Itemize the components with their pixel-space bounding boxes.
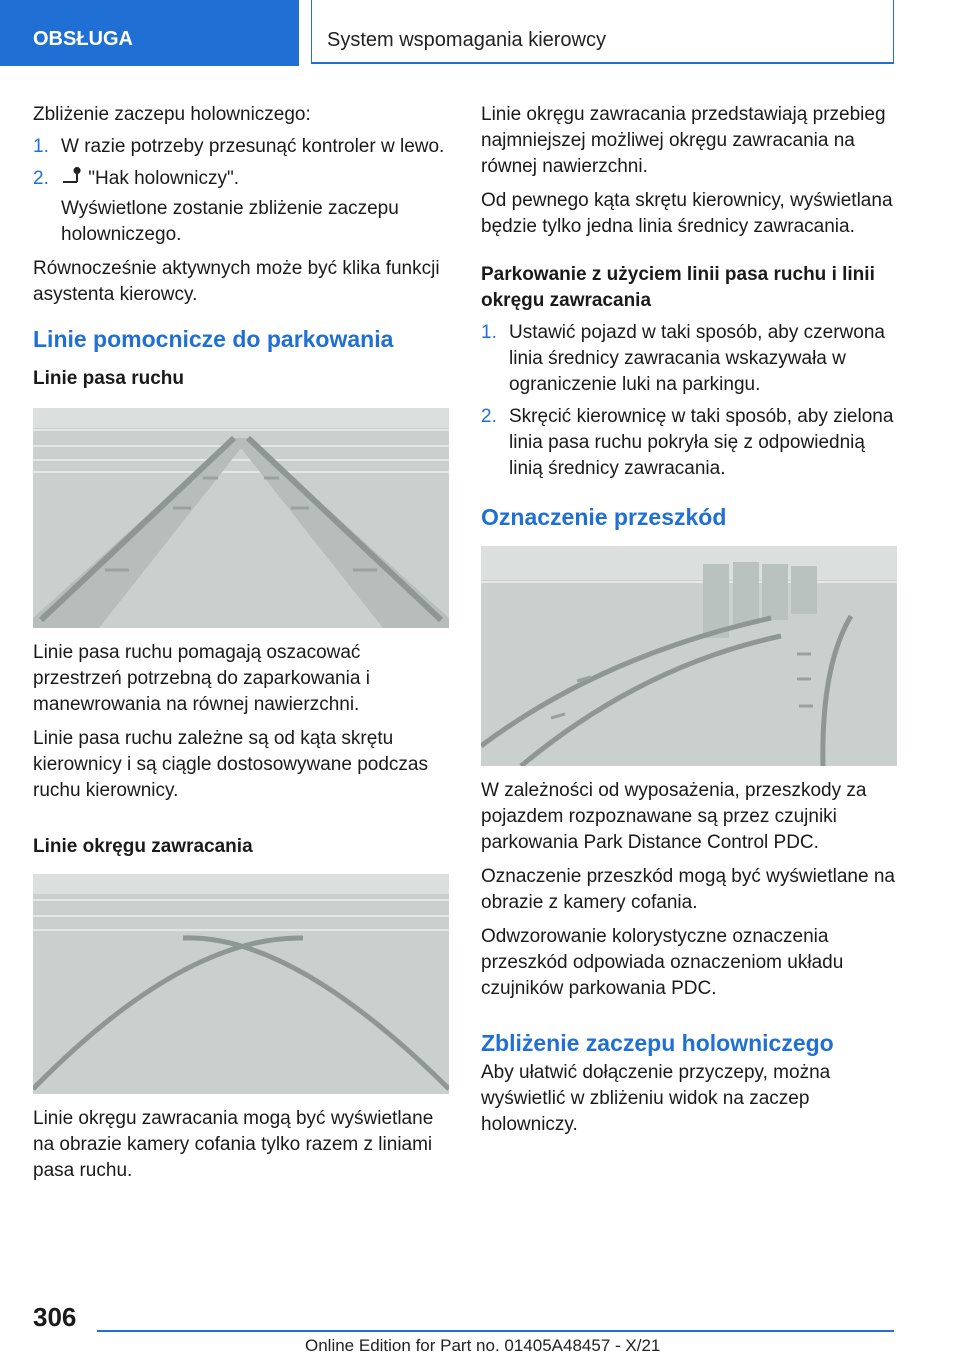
subheading-combined-parking: Parkowanie z użyciem linii pasa ruchu i linii okręgu zawracania [481, 264, 875, 311]
section-heading-parking: Linie pomocnicze do parkowania [33, 326, 394, 352]
section-label: OBSŁUGA [33, 28, 133, 50]
section-heading-hitch-zoom: Zbliżenie zaczepu holowniczego [481, 1030, 834, 1056]
obstacle-text-3: Odwzorowanie kolorystyczne oznaczenia przeszkód odpowiada oznaczeniom układu czujników parkowania PDC. [481, 926, 844, 999]
list-text: "Hak holowniczy". [88, 168, 240, 189]
turn-text-1: Linie okręgu zawracania mogą być wyświetlane na obrazie kamery cofania tylko razem z liniami pasa ruchu. [33, 1108, 434, 1181]
turn-description: Linie okręgu zawracania przedstawiają przebieg najmniejszej możliwej okręgu zawracania na równej nawierzchni. [481, 104, 886, 177]
list-number: 2. [481, 406, 497, 427]
list-continuation: Wyświetlone zostanie zbliżenie zaczepu holowniczego. [61, 198, 399, 245]
left-column [33, 102, 449, 1184]
list-text: W razie potrzeby przesunąć kontroler w lewo. [61, 136, 445, 157]
hitch-text: Aby ułatwić dołączenie przyczepy, można wyświetlić w zbliżeniu widok na zaczep holowniczy. [481, 1062, 831, 1135]
obstacle-marking-figure [481, 546, 897, 766]
list-text: Skręcić kierownicę w taki sposób, aby zielona linia pasa ruchu pokryła się z odpowiednią linią średnicy zawracania. [509, 406, 894, 479]
footer-divider [97, 1330, 894, 1332]
header-title: System wspomagania kierowcy [327, 29, 606, 51]
list-text: Ustawić pojazd w taki sposób, aby czerwona linia średnicy zawracania wskazywała w ograniczenie luki na parkingu. [509, 322, 885, 395]
subheading-turn-circle: Linie okręgu zawracania [33, 836, 253, 857]
list-item [33, 166, 449, 192]
list-number: 1. [33, 136, 49, 157]
turn-note: Od pewnego kąta skrętu kierownicy, wyświetlana będzie tylko jedna linia średnicy zawracania. [481, 190, 893, 237]
obstacle-text-1: W zależności od wyposażenia, przeszkody za pojazdem rozpoznawane są przez czujniki parkowania Park Distance Control PDC. [481, 780, 867, 853]
lane-text-1: Linie pasa ruchu pomagają oszacować przestrzeń potrzebną do zaparkowania i manewrowania na równej nawierzchni. [33, 642, 370, 715]
section-heading-obstacles: Oznaczenie przeszkód [481, 504, 727, 530]
right-column [481, 102, 897, 1138]
tow-hitch-icon [61, 167, 83, 187]
section-tab [0, 0, 299, 66]
list-item [33, 134, 449, 160]
page-number: 306 [33, 1302, 77, 1332]
list-item [481, 320, 897, 398]
lane-lines-figure [33, 408, 449, 628]
obstacle-text-2: Oznaczenie przeszkód mogą być wyświetlane na obrazie z kamery cofania. [481, 866, 895, 913]
list-number: 1. [481, 322, 497, 343]
intro-text: Zbliżenie zaczepu holowniczego: [33, 104, 311, 125]
list-item [481, 404, 897, 482]
note-text: Równocześnie aktywnych może być klika funkcji asystenta kierowcy. [33, 258, 440, 305]
lane-text-2: Linie pasa ruchu zależne są od kąta skrętu kierownicy i są ciągle dostosowywane podczas ruchu kierownicy. [33, 728, 428, 801]
turn-circle-figure [33, 874, 449, 1094]
list-number: 2. [33, 168, 49, 189]
edition-text: Online Edition for Part no. 01405A48457 - X/21 [305, 1336, 661, 1355]
subheading-lane-lines: Linie pasa ruchu [33, 368, 184, 389]
header-title-box [311, 0, 894, 64]
